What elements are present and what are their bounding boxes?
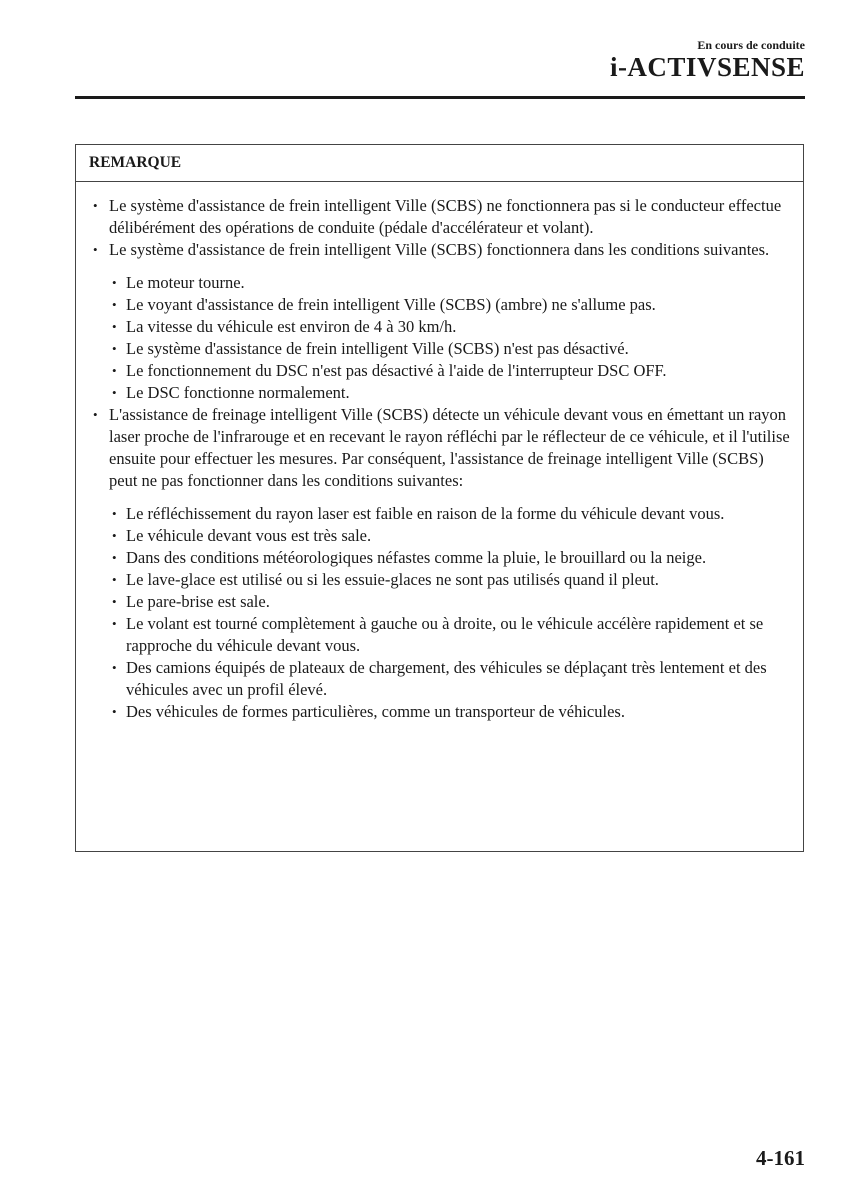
sub-list-item: • La vitesse du véhicule est environ de 4 à 30 km/h.: [109, 316, 791, 338]
chapter-title: i-ACTIVSENSE: [609, 52, 805, 82]
note-item-text: Le système d'assistance de frein intelligent Ville (SCBS) fonctionnera dans les conditions suivantes.: [109, 240, 770, 259]
note-heading: REMARQUE: [76, 145, 803, 182]
sub-list-item: • Le DSC fonctionne normalement.: [109, 382, 791, 404]
note-item: [90, 195, 791, 239]
sub-list-item: • Dans des conditions météorologiques néfastes comme la pluie, le brouillard ou la neige.: [109, 547, 791, 569]
note-item-text: Le système d'assistance de frein intelligent Ville (SCBS) ne fonctionnera pas si le conducteur effectue délibérément des opérations de conduite (pédale d'accélérateur et volant).: [109, 196, 782, 237]
sub-list-item: • Le fonctionnement du DSC n'est pas désactivé à l'aide de l'interrupteur DSC OFF.: [109, 360, 791, 382]
sub-list-item: • Le réfléchissement du rayon laser est faible en raison de la forme du véhicule devant vous.: [109, 503, 791, 525]
note-list: [90, 195, 791, 723]
operating-conditions-list: [109, 272, 791, 404]
sub-list-item: • Le système d'assistance de frein intelligent Ville (SCBS) n'est pas désactivé.: [109, 338, 791, 360]
non-operating-conditions-list: [109, 503, 791, 723]
page-number: 4-161: [756, 1146, 805, 1170]
sub-list-item: • Le moteur tourne.: [109, 272, 791, 294]
note-box: [75, 144, 804, 852]
header-divider: [75, 96, 805, 99]
section-title: En cours de conduite: [697, 38, 805, 52]
sub-list-item: • Le voyant d'assistance de frein intelligent Ville (SCBS) (ambre) ne s'allume pas.: [109, 294, 791, 316]
sub-list-item: • Le volant est tourné complètement à gauche ou à droite, ou le véhicule accélère rapidement et se rapproche du véhicule devant vous.: [109, 613, 791, 657]
sub-list-item: • Le lave-glace est utilisé ou si les essuie-glaces ne sont pas utilisés quand il pleut.: [109, 569, 791, 591]
note-item: [90, 239, 791, 404]
note-item: [90, 404, 791, 723]
sub-list-item: • Des camions équipés de plateaux de chargement, des véhicules se déplaçant très lentement et des véhicules avec un profil élevé.: [109, 657, 791, 701]
note-item-text: L'assistance de freinage intelligent Ville (SCBS) détecte un véhicule devant vous en émettant un rayon laser proche de l'infrarouge et en recevant le rayon réfléchi par le réflecteur de ce véhicule, et il l'utilise ensuite pour effectuer les mesures. Par conséquent, l'assistance de freinage intelligent Ville (SCBS) peut ne pas fonctionner dans les conditions suivantes:: [109, 405, 790, 490]
sub-list-item: • Le véhicule devant vous est très sale.: [109, 525, 791, 547]
sub-list-item: • Des véhicules de formes particulières, comme un transporteur de véhicules.: [109, 701, 791, 723]
note-body: [76, 182, 803, 723]
sub-list-item: • Le pare-brise est sale.: [109, 591, 791, 613]
